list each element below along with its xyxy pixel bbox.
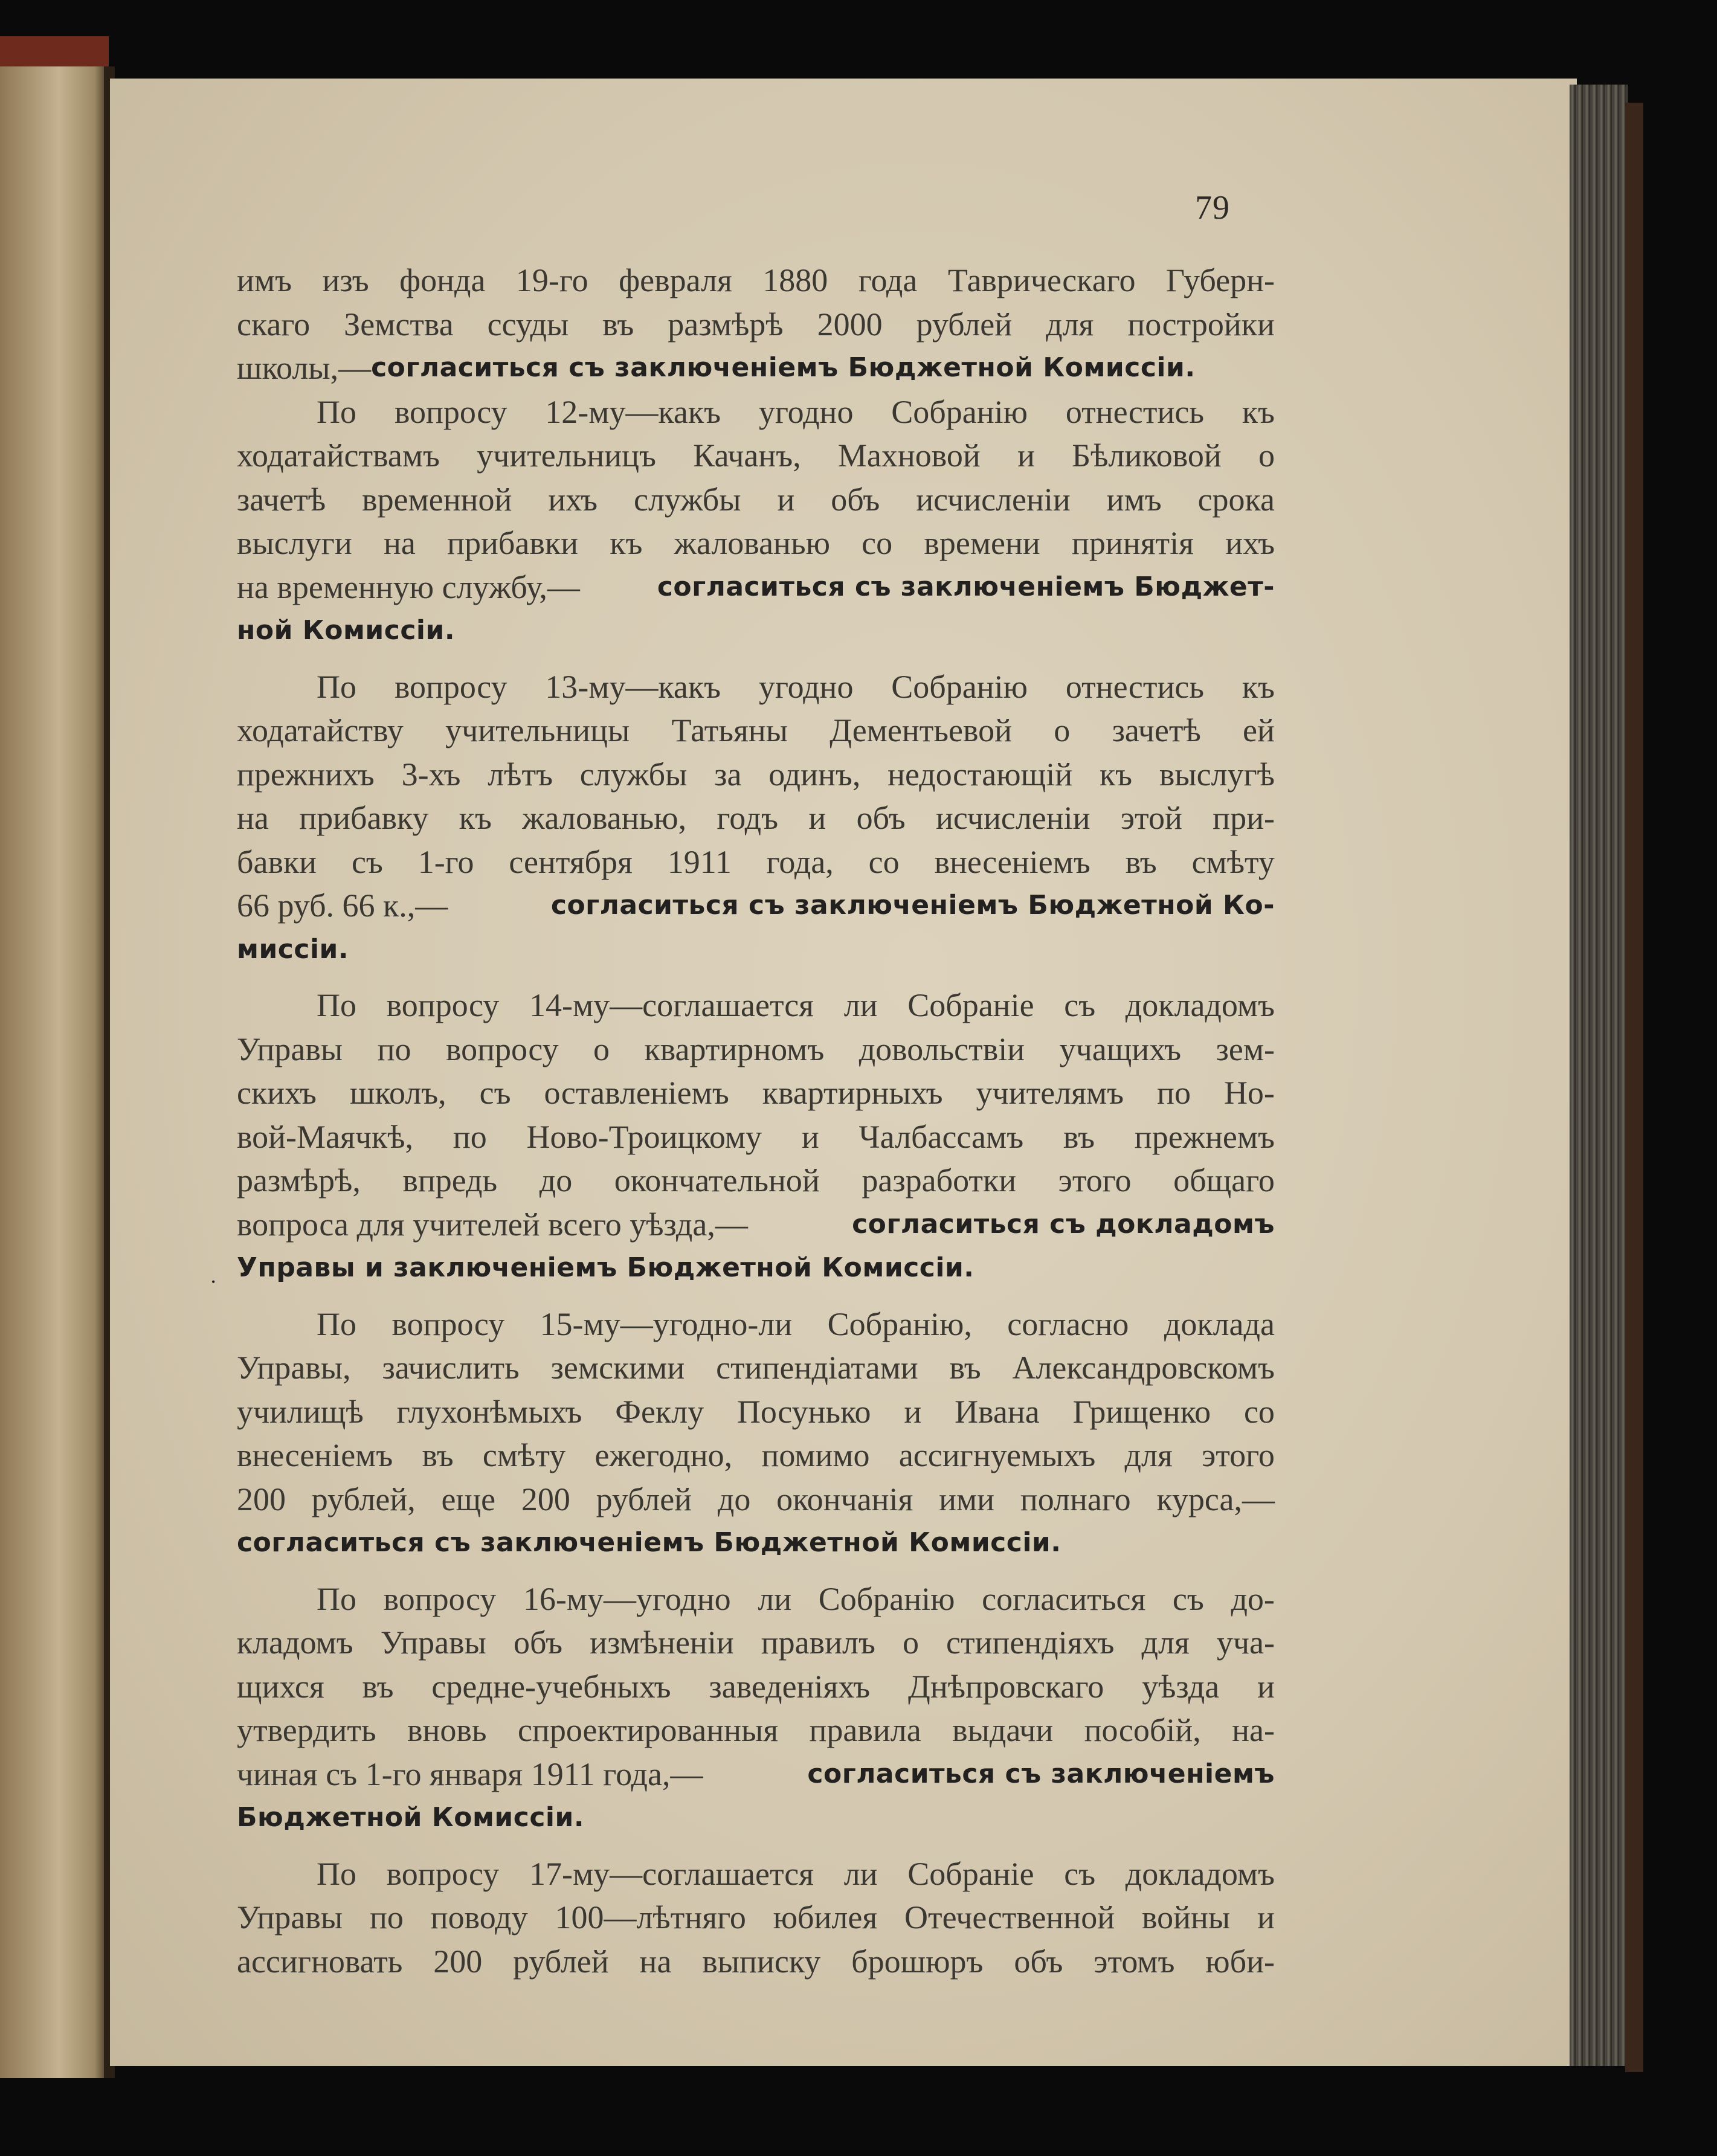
- text-line: [237, 753, 1275, 797]
- word: Собранію: [818, 1580, 955, 1617]
- word: зем-: [1216, 1031, 1275, 1067]
- word: ей: [1243, 712, 1275, 748]
- word: Татьяны: [671, 712, 788, 748]
- word: въ: [602, 306, 634, 343]
- word: утвердить: [237, 1712, 376, 1748]
- text-line: [237, 1028, 1275, 1072]
- word: на: [237, 800, 269, 836]
- bold-text-segment: миссіи.: [237, 933, 349, 965]
- word: объ: [513, 1624, 563, 1661]
- word: брошюръ: [851, 1943, 984, 1980]
- word: принятія: [1072, 525, 1194, 561]
- word: ассигновать: [237, 1943, 403, 1980]
- bold-text-segment: согласиться съ заключеніемъ: [807, 1758, 1275, 1789]
- word: рублей: [513, 1943, 609, 1980]
- word: службы: [579, 756, 688, 793]
- text-line: [237, 1940, 1275, 1984]
- word: вновь: [407, 1712, 487, 1748]
- word: годъ: [717, 800, 779, 836]
- word: Управы,: [237, 1350, 351, 1386]
- word: 17-му—соглашается: [529, 1855, 814, 1892]
- word: вопросу: [391, 1305, 505, 1342]
- word: спроектированныя: [517, 1712, 779, 1748]
- word: Управы: [237, 1031, 343, 1067]
- word: февраля: [619, 262, 732, 298]
- text-line: [237, 840, 1275, 884]
- word: службы: [633, 481, 741, 518]
- word: бавки: [237, 843, 317, 880]
- word: измѣненіи: [590, 1624, 734, 1661]
- word: Бѣликовой: [1072, 437, 1222, 474]
- text-line: [237, 796, 1275, 840]
- word: размѣрѣ,: [237, 1162, 361, 1199]
- word: юби-: [1205, 1943, 1275, 1980]
- word: съ: [1064, 1855, 1096, 1892]
- word: къ: [1242, 668, 1275, 705]
- text-line: [237, 1159, 1275, 1203]
- word: По: [317, 987, 356, 1023]
- word: къ: [1099, 756, 1133, 793]
- word: со: [1243, 1393, 1275, 1430]
- text-line: [237, 1752, 1275, 1797]
- word: ли: [843, 987, 878, 1023]
- word: о: [902, 1624, 919, 1661]
- word: пособій,: [1084, 1712, 1201, 1748]
- word: 200: [237, 1481, 286, 1517]
- word: съ: [479, 1075, 511, 1111]
- word: щихся: [237, 1668, 324, 1705]
- word: помимо: [761, 1437, 870, 1473]
- text-line: [237, 1796, 1275, 1840]
- text-line: [237, 1708, 1275, 1752]
- word: жалованью,: [522, 800, 687, 836]
- word: о: [1054, 712, 1071, 748]
- word: объ: [1014, 1943, 1063, 1980]
- word: Собраніе: [907, 1855, 1034, 1892]
- word: по: [1157, 1075, 1191, 1111]
- word: зачислить: [382, 1350, 520, 1386]
- word: Ново-Троицкому: [526, 1118, 762, 1155]
- word: 1880: [762, 262, 828, 298]
- word: недостающій: [887, 756, 1073, 793]
- word: 200: [433, 1943, 483, 1980]
- word: сентября: [509, 843, 633, 880]
- word: юбилея: [773, 1899, 878, 1936]
- word: Махновой: [837, 437, 981, 474]
- word: оставленіемъ: [544, 1075, 729, 1111]
- word: Посунько: [736, 1393, 871, 1430]
- word: о: [593, 1031, 610, 1067]
- word: на: [639, 1943, 672, 1980]
- text-segment: чиная съ 1-го января 1911 года,—: [237, 1755, 703, 1792]
- word: объ: [831, 481, 880, 518]
- word: По: [317, 1305, 356, 1342]
- word: отнестись: [1065, 393, 1204, 430]
- word: Губерн-: [1165, 262, 1275, 298]
- word: 13-му—какъ: [545, 668, 721, 705]
- word: ихъ: [548, 481, 598, 518]
- word: года,: [766, 843, 834, 880]
- word: Управы: [237, 1899, 343, 1936]
- word: Феклу: [615, 1393, 704, 1430]
- word: одинъ,: [768, 756, 861, 793]
- word: срока: [1197, 481, 1275, 518]
- word: докладомъ: [1125, 1855, 1275, 1892]
- word: Земства: [344, 306, 454, 343]
- word: 16-му—угодно: [523, 1580, 731, 1617]
- word: выслугѣ: [1159, 756, 1275, 793]
- word: Ивана: [955, 1393, 1040, 1430]
- word: стипендіяхъ: [946, 1624, 1115, 1661]
- word: еще: [441, 1481, 496, 1517]
- word: съ: [1172, 1580, 1204, 1617]
- word: ими: [939, 1481, 995, 1517]
- word: Отечественной: [904, 1899, 1115, 1936]
- bold-text-segment: согласиться съ заключеніемъ Бюджет-: [657, 571, 1275, 602]
- word: По: [317, 1855, 356, 1892]
- word: окончательной: [614, 1162, 820, 1199]
- book-back-cover: [1625, 103, 1643, 2072]
- word: съ: [351, 843, 383, 880]
- word: съ: [1064, 987, 1096, 1023]
- word: этого: [1202, 1437, 1275, 1473]
- word: ли: [758, 1580, 792, 1617]
- word: 12-му—какъ: [545, 393, 721, 430]
- word: учительницы: [445, 712, 630, 748]
- word: 200: [521, 1481, 570, 1517]
- word: Собранію,: [827, 1305, 972, 1342]
- word: со: [868, 843, 900, 880]
- word: вопросу: [394, 393, 507, 430]
- word: по: [377, 1031, 411, 1067]
- word: скаго: [237, 306, 311, 343]
- word: размѣрѣ: [668, 306, 784, 343]
- word: фонда: [399, 262, 486, 298]
- word: По: [317, 1580, 356, 1617]
- word: и: [1257, 1668, 1275, 1705]
- word: имъ: [1106, 481, 1162, 518]
- word: внесеніемъ: [934, 843, 1090, 880]
- word: имъ: [237, 262, 292, 298]
- word: 100—лѣтняго: [555, 1899, 746, 1936]
- word: Но-: [1223, 1075, 1275, 1111]
- text-line: [237, 1346, 1275, 1390]
- word: этомъ: [1094, 1943, 1175, 1980]
- word: въ: [362, 1668, 394, 1705]
- word: ежегодно,: [594, 1437, 733, 1473]
- word: по: [453, 1118, 487, 1155]
- word: выслуги: [237, 525, 352, 561]
- text-line: [237, 303, 1275, 347]
- word: согласиться: [982, 1580, 1146, 1617]
- word: учительницъ: [477, 437, 656, 474]
- text-line: [237, 521, 1275, 565]
- word: объ: [856, 800, 906, 836]
- word: постройки: [1127, 306, 1275, 343]
- word: и: [1017, 437, 1035, 474]
- word: рублей,: [311, 1481, 416, 1517]
- text-line: [237, 709, 1275, 753]
- word: Дементьевой: [830, 712, 1013, 748]
- text-line: [237, 478, 1275, 522]
- word: вопросу: [386, 987, 500, 1023]
- word: Днѣпровскаго: [908, 1668, 1104, 1705]
- word: 1911: [667, 843, 732, 880]
- word: о: [1258, 437, 1275, 474]
- word: разработки: [862, 1162, 1017, 1199]
- word: къ: [610, 525, 643, 561]
- text-line: [237, 1246, 1275, 1290]
- word: Грищенко: [1072, 1393, 1211, 1430]
- word: вопросу: [386, 1855, 500, 1892]
- word: полнаго: [1020, 1481, 1131, 1517]
- word: до: [539, 1162, 573, 1199]
- word: Управы: [380, 1624, 486, 1661]
- word: 14-му—соглашается: [529, 987, 814, 1023]
- word: ходатайству: [237, 712, 404, 748]
- word: впредь: [402, 1162, 498, 1199]
- text-line: [237, 1577, 1275, 1621]
- word: за: [714, 756, 742, 793]
- word: глухонѣмыхъ: [396, 1393, 582, 1430]
- word: согласно: [1007, 1305, 1129, 1342]
- word: квартирномъ: [644, 1031, 825, 1067]
- word: по: [369, 1899, 404, 1936]
- word: въ: [1125, 843, 1157, 880]
- word: ссуды: [487, 306, 569, 343]
- word: школъ,: [349, 1075, 446, 1111]
- bold-text-segment: согласиться съ заключеніемъ Бюджетной Ко-: [550, 890, 1275, 921]
- text-segment: 66 руб. 66 к.,—: [237, 887, 448, 924]
- word: этой: [1120, 800, 1182, 836]
- word: для: [1124, 1437, 1173, 1473]
- word: и: [777, 481, 795, 518]
- word: уча-: [1216, 1624, 1275, 1661]
- word: внесеніемъ: [237, 1437, 393, 1473]
- word: выписку: [702, 1943, 821, 1980]
- word: 3-хъ: [401, 756, 461, 793]
- page-stack-edge: [1570, 85, 1628, 2066]
- word: времени: [924, 525, 1040, 561]
- word: смѣту: [1191, 843, 1275, 880]
- bold-text-segment: согласиться съ заключеніемъ Бюджетной Комиссіи.: [237, 1527, 1061, 1558]
- word: къ: [459, 800, 492, 836]
- word: учителямъ: [976, 1075, 1124, 1111]
- word: земскими: [550, 1350, 685, 1386]
- text-line: [237, 1203, 1275, 1247]
- text-line: [237, 565, 1275, 610]
- bold-text-segment: ной Комиссіи.: [237, 615, 456, 646]
- word: правила: [809, 1712, 921, 1748]
- word: со: [862, 525, 893, 561]
- text-line: [237, 259, 1275, 303]
- word: выдачи: [952, 1712, 1054, 1748]
- word: вопросу: [445, 1031, 559, 1067]
- word: учащихъ: [1059, 1031, 1182, 1067]
- word: и: [808, 800, 826, 836]
- word: Александровскомъ: [1012, 1350, 1275, 1386]
- word: Чалбассамъ: [858, 1118, 1024, 1155]
- text-line: [237, 983, 1275, 1028]
- text-segment: школы,—: [237, 350, 372, 386]
- text-line: [237, 884, 1275, 928]
- word: угодно: [758, 668, 854, 705]
- word: Собраніе: [907, 987, 1034, 1023]
- text-segment: вопроса для учителей всего уѣзда,—: [237, 1206, 748, 1243]
- word: поводу: [430, 1899, 528, 1936]
- word: квартирныхъ: [762, 1075, 943, 1111]
- word: правилъ: [761, 1624, 875, 1661]
- word: училищѣ: [237, 1393, 364, 1430]
- word: 2000: [817, 306, 883, 343]
- word: смѣту: [482, 1437, 566, 1473]
- word: По: [317, 668, 356, 705]
- word: 19-го: [515, 262, 588, 298]
- text-line: [237, 1478, 1275, 1522]
- word: прежнихъ: [237, 756, 375, 793]
- word: вопросу: [394, 668, 507, 705]
- word: довольствіи: [858, 1031, 1025, 1067]
- word: кладомъ: [237, 1624, 353, 1661]
- word: Качанъ,: [693, 437, 801, 474]
- word: вой-Маячкѣ,: [237, 1118, 414, 1155]
- text-line: [237, 434, 1275, 478]
- word: прибавки: [447, 525, 578, 561]
- word: для: [1046, 306, 1094, 343]
- text-segment: на временную службу,—: [237, 568, 580, 605]
- word: въ: [949, 1350, 981, 1386]
- text-line: [237, 1896, 1275, 1940]
- text-line: [237, 1302, 1275, 1347]
- word: ихъ: [1225, 525, 1275, 561]
- word: для: [1141, 1624, 1190, 1661]
- word: ходатайствамъ: [237, 437, 440, 474]
- word: 1-го: [417, 843, 474, 880]
- word: и: [1257, 1899, 1275, 1936]
- word: скихъ: [237, 1075, 317, 1111]
- word: ассигнуемыхъ: [898, 1437, 1096, 1473]
- word: рублей: [916, 306, 1013, 343]
- word: средне-учебныхъ: [431, 1668, 671, 1705]
- text-line: [237, 1390, 1275, 1434]
- word: на-: [1232, 1712, 1275, 1748]
- word: исчисленіи: [936, 800, 1090, 836]
- text-line: [237, 1115, 1275, 1159]
- text-line: [237, 1071, 1275, 1115]
- word: отнестись: [1065, 668, 1204, 705]
- bold-text-segment: Управы и заключеніемъ Бюджетной Комиссіи.: [237, 1252, 974, 1283]
- word: Собранію: [891, 393, 1028, 430]
- word: стипендіатами: [716, 1350, 918, 1386]
- bold-text-segment: Бюджетной Комиссіи.: [237, 1802, 585, 1833]
- word: По: [317, 393, 356, 430]
- bold-text-segment: согласиться съ заключеніемъ Бюджетной Комиссіи.: [371, 352, 1196, 383]
- text-line: [237, 928, 1275, 972]
- text-line: [237, 1665, 1275, 1709]
- word: угодно: [758, 393, 854, 430]
- word: и: [904, 1393, 922, 1430]
- ink-dot: •: [211, 1276, 216, 1288]
- word: прежнемъ: [1134, 1118, 1275, 1155]
- word: зачетѣ: [237, 481, 326, 518]
- word: Таврическаго: [947, 262, 1136, 298]
- word: курса,—: [1156, 1481, 1275, 1517]
- word: прибавку: [299, 800, 429, 836]
- text-line: [237, 609, 1275, 653]
- word: въ: [1063, 1118, 1095, 1155]
- word: до: [717, 1481, 751, 1517]
- text-line: [237, 1521, 1275, 1565]
- text-line: [237, 1852, 1275, 1896]
- word: зачетѣ: [1112, 712, 1201, 748]
- word: вопросу: [383, 1580, 497, 1617]
- text-line: [237, 1621, 1275, 1665]
- word: доклада: [1164, 1305, 1275, 1342]
- text-line: [237, 1434, 1275, 1478]
- word: до-: [1231, 1580, 1275, 1617]
- word: докладомъ: [1125, 987, 1275, 1023]
- word: при-: [1213, 800, 1275, 836]
- word: рублей: [596, 1481, 692, 1517]
- word: войны: [1141, 1899, 1231, 1936]
- bold-text-segment: согласиться съ докладомъ: [852, 1208, 1275, 1240]
- word: исчисленіи: [916, 481, 1071, 518]
- word: ли: [843, 1855, 878, 1892]
- word: окончанія: [776, 1481, 913, 1517]
- left-page-edge: [0, 66, 108, 2078]
- word: года: [858, 262, 918, 298]
- page-number: 79: [1195, 189, 1230, 227]
- word: и: [801, 1118, 819, 1155]
- word: уѣзда: [1142, 1668, 1220, 1705]
- word: 15-му—угодно-ли: [540, 1305, 793, 1342]
- word: въ: [422, 1437, 454, 1473]
- word: жалованью: [674, 525, 830, 561]
- word: Собранію: [891, 668, 1028, 705]
- word: лѣтъ: [488, 756, 553, 793]
- text-line: [237, 390, 1275, 434]
- word: къ: [1242, 393, 1275, 430]
- page-body-text: [237, 259, 1275, 1983]
- text-line: [237, 346, 1275, 390]
- word: изъ: [322, 262, 369, 298]
- word: на: [383, 525, 416, 561]
- word: этого: [1058, 1162, 1132, 1199]
- word: общаго: [1173, 1162, 1275, 1199]
- word: заведеніяхъ: [709, 1668, 871, 1705]
- word: временной: [362, 481, 512, 518]
- text-line: [237, 665, 1275, 709]
